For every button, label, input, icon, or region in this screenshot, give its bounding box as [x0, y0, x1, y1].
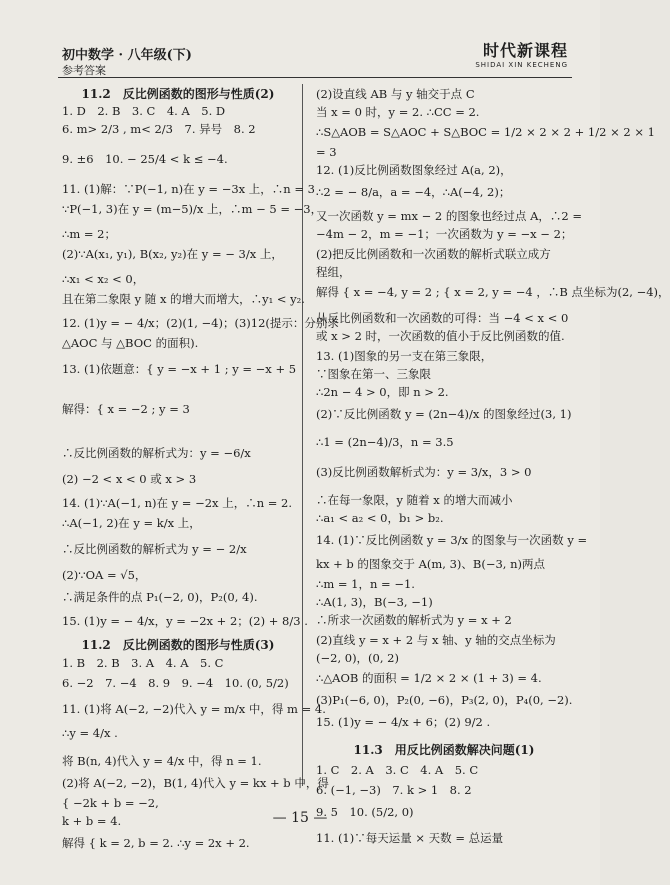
answer-line: 12. (1)反比例函数图象经过 A(a, 2)， [316, 163, 512, 177]
answer-line: (2)∵反比例函数 y = (2n−4)/x 的图象经过(3, 1) [316, 407, 572, 421]
answer-line: ∴m = 2； [62, 227, 116, 241]
answer-line: ∵图象在第一、三象限 [316, 367, 431, 381]
header-rule [58, 77, 572, 78]
answer-line: ∴y = 4/x . [62, 726, 118, 740]
answer-line: = 3 [316, 145, 337, 159]
answer-line: ∴△AOB 的面积 = 1/2 × 2 × (1 + 3) = 4. [316, 671, 542, 685]
answer-line: 15. (1)y = − 4/x + 6；(2) 9/2 . [316, 715, 491, 729]
answer-line: ∴反比例函数的解析式为：y = −6/x [62, 446, 251, 460]
answer-line: ∴S△AOB = S△AOC + S△BOC = 1/2 × 2 × 2 + 1/2 × 2 × 1 [316, 125, 655, 139]
subtitle: 参考答案 [62, 64, 106, 77]
answer-line: { −2k + b = −2, [62, 796, 159, 810]
answer-line: ∴m = 1，n = −1. [316, 577, 415, 591]
answer-line: (2)设直线 AB 与 y 轴交于点 C [316, 87, 475, 101]
section-title: 11.2 反比例函数的图形与性质(3) [81, 638, 275, 652]
answer-line: 13. (1)图象的另一支在第三象限， [316, 349, 493, 363]
answer-line: 6. (−1, −3) 7. k > 1 8. 2 [316, 783, 472, 797]
answer-line: ∴a₁ < a₂ < 0，b₁ > b₂. [316, 511, 444, 525]
answer-line: 1. C 2. A 3. C 4. A 5. C [316, 763, 479, 777]
answer-line: (2)把反比例函数和一次函数的解析式联立成方 [316, 247, 551, 261]
answer-line: 13. (1)依题意：{ y = −x + 1 ; y = −x + 5 [62, 362, 297, 376]
answer-line: 9. ±6 10. − 25/4 < k ≤ −4. [62, 152, 228, 166]
answer-line: ∴所求一次函数的解析式为 y = x + 2 [316, 613, 512, 627]
right-column [316, 87, 670, 852]
section-title: 11.2 反比例函数的图形与性质(2) [81, 87, 275, 101]
answer-line: 解得 { k = 2, b = 2. ∴y = 2x + 2. [62, 836, 250, 850]
answer-line: ∴在每一象限，y 随着 x 的增大而减小 [316, 493, 513, 507]
brand-logo [475, 38, 568, 69]
answer-line: 14. (1)∵A(−1, n)在 y = −2x 上，∴n = 2. [62, 496, 293, 510]
answer-line: (2)∵OA = √5， [62, 568, 147, 582]
answer-line: 15. (1)y = − 4/x，y = −2x + 2；(2) + 8/3 . [62, 614, 308, 628]
answer-line: 11. (1)∵每天运量 × 天数 = 总运量 [316, 831, 504, 845]
answer-line: ∴A(−1, 2)在 y = k/x 上， [62, 516, 201, 530]
answer-line: 解得 { x = −4, y = 2 ; { x = 2, y = −4 ，∴B 点坐标为(2, −4)， [316, 285, 670, 299]
answer-line: 6. m> 2/3 , m< 2/3 7. 异号 8. 2 [62, 122, 256, 136]
answer-line: 或 x > 2 时，一次函数的值小于反比例函数的值. [316, 329, 565, 343]
answer-line: 1. D 2. B 3. C 4. A 5. D [62, 104, 226, 118]
answer-line: ∴2n − 4 > 0，即 n > 2. [316, 385, 449, 399]
brand-pinyin: SHIDAI XIN KECHENG [475, 61, 568, 69]
answer-line: 将 B(n, 4)代入 y = 4/x 中，得 n = 1. [62, 754, 262, 768]
answer-line: 又一次函数 y = mx − 2 的图象也经过点 A，∴2 = [316, 209, 582, 223]
answer-line: 12. (1)y = − 4/x；(2)(1, −4)；(3)12(提示：分别求 [62, 316, 339, 330]
page-number: — 15 — [272, 810, 328, 826]
brand-name: 时代新课程 [482, 41, 568, 60]
answer-line: (−2, 0)，(0, 2) [316, 651, 399, 665]
answer-line: kx + b 的图象交于 A(m, 3)、B(−3, n)两点 [316, 557, 545, 571]
answer-line: (2) −2 < x < 0 或 x > 3 [62, 472, 197, 486]
answer-line: △AOC 与 △BOC 的面积). [62, 336, 199, 350]
answer-line: ∴反比例函数的解析式为 y = − 2/x [62, 542, 247, 556]
answer-line: 11. (1)解：∵P(−1, n)在 y = −3x 上，∴n = 3 [62, 182, 315, 196]
answer-line: 解得：{ x = −2 ; y = 3 [62, 402, 190, 416]
answer-line: (3)P₁(−6, 0)，P₂(0, −6)，P₃(2, 0)，P₄(0, −2). [316, 693, 573, 707]
answer-line: ∴A(1, 3)，B(−3, −1) [316, 595, 433, 609]
answer-line: (2)将 A(−2, −2)，B(1, 4)代入 y = kx + b 中，得 [62, 776, 329, 790]
answer-line: (2)∵A(x₁, y₁), B(x₂, y₂)在 y = − 3/x 上， [62, 247, 283, 261]
answer-line: 从反比例函数和一次函数的可得：当 −4 < x < 0 [316, 311, 569, 325]
answer-line: ∴1 = (2n−4)/3，n = 3.5 [316, 435, 454, 449]
answer-line: −4m − 2，m = −1；一次函数为 y = −x − 2； [316, 227, 573, 241]
answer-line: ∴满足条件的点 P₁(−2, 0)，P₂(0, 4). [62, 590, 258, 604]
answer-line: 6. −2 7. −4 8. 9 9. −4 10. (0, 5/2) [62, 676, 289, 690]
answer-line: ∴x₁ < x₂ < 0， [62, 272, 145, 286]
subject-title: 初中数学 · 八年级(下) [62, 48, 192, 63]
answer-line: ∴2 = − 8/a，a = −4，∴A(−4, 2)； [316, 185, 511, 199]
answer-line: 程组， [316, 265, 351, 279]
answer-line: 且在第二象限 y 随 x 的增大而增大，∴y₁ < y₂. [62, 292, 305, 306]
answer-line: k + b = 4. [62, 814, 122, 828]
answer-line: 1. B 2. B 3. A 4. A 5. C [62, 656, 224, 670]
answer-line: 14. (1)∵反比例函数 y = 3/x 的图象与一次函数 y = [316, 533, 588, 547]
section-title: 11.3 用反比例函数解决问题(1) [353, 743, 535, 757]
answer-line: (3)反比例函数解析式为：y = 3/x，3 > 0 [316, 465, 532, 479]
answer-line: 当 x = 0 时，y = 2. ∴CC = 2. [316, 105, 480, 119]
answer-line: ∵P(−1, 3)在 y = (m−5)/x 上，∴m − 5 = −3， [62, 202, 323, 216]
answer-line: (2)直线 y = x + 2 与 x 轴、y 轴的交点坐标为 [316, 633, 556, 647]
answer-line: 9. 5 10. (5/2, 0) [316, 805, 414, 819]
answer-line: 11. (1)将 A(−2, −2)代入 y = m/x 中，得 m = 4. [62, 702, 326, 716]
